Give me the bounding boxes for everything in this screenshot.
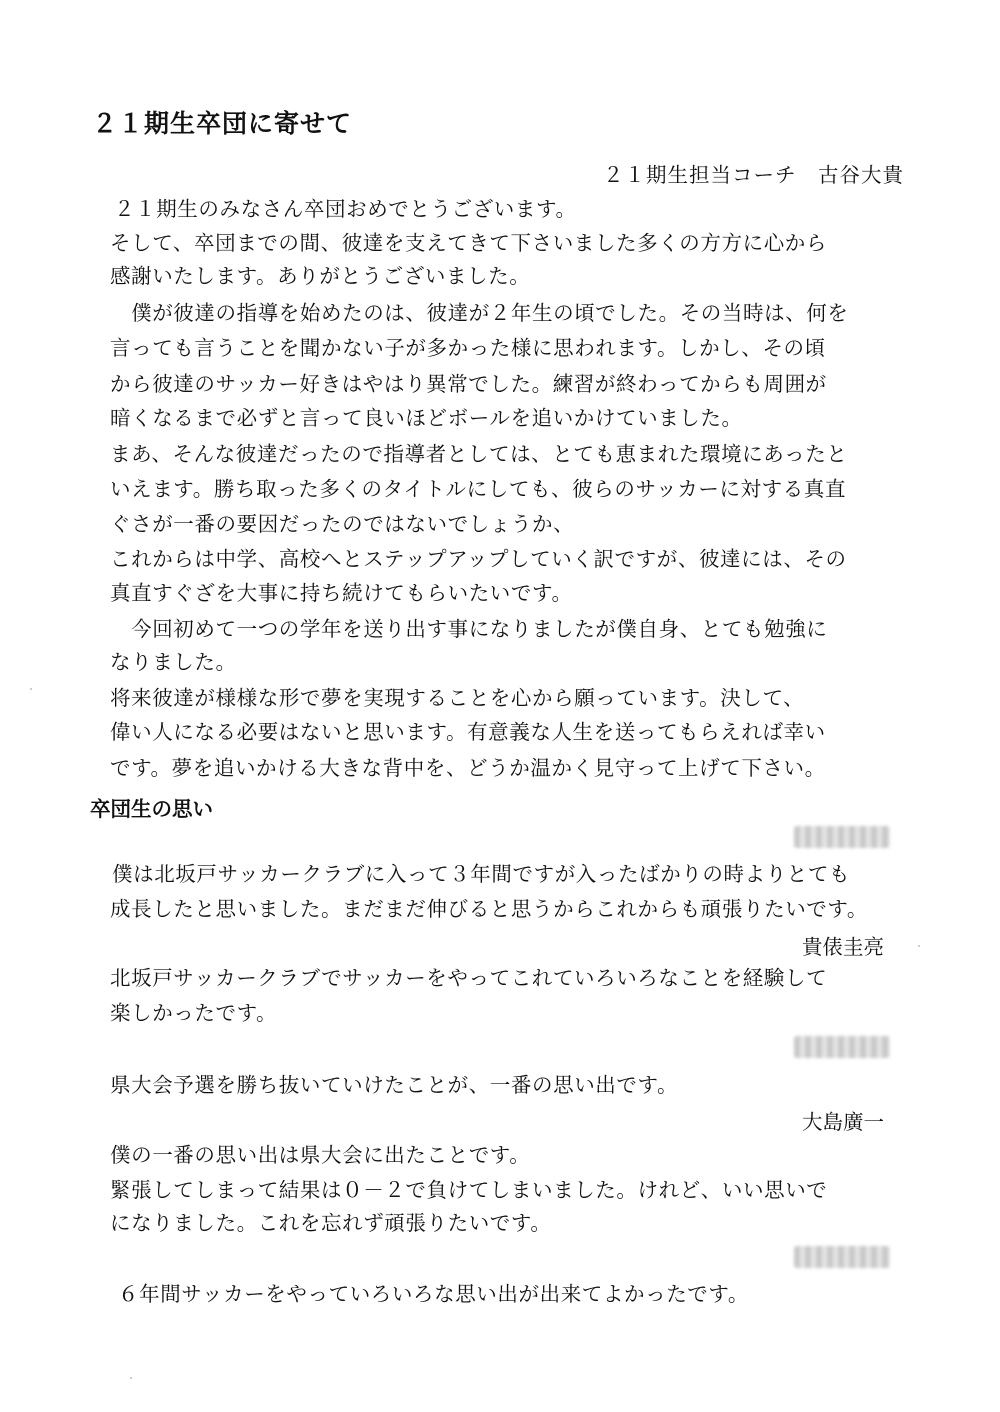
entry-line: 僕は北坂戸サッカークラブに入って３年間ですが入ったばかりの時よりとても [112,862,851,886]
message-line: 将来彼達が様様な形で夢を実現することを心から願っています。決して、 [110,686,805,710]
scan-speck [918,945,920,947]
message-line: まあ、そんな彼達だったので指導者としては、とても恵まれた環境にあったと [110,442,848,466]
message-line: 感謝いたします。ありがとうございました。 [110,264,531,288]
student-name: 大島廣一 [802,1110,884,1134]
scan-speck [30,688,32,690]
message-line: これからは中学、高校へとステップアップしていく訳ですが、彼達には、その [110,547,847,571]
entry-line: 成長したと思いました。まだまだ伸びると思うからこれからも頑張りたいです。 [110,897,868,921]
message-line: 偉い人になる必要はないと思います。有意義な人生を送ってもらえれば幸い [110,720,826,744]
redacted-name [794,1036,890,1058]
redacted-name [794,1246,890,1268]
entry-line: 緊張してしまって結果は０－２で負けてしまいました。けれど、いい思いで [110,1178,828,1202]
message-line: 暗くなるまで必ずと言って良いほどボールを追いかけていました。 [110,406,743,430]
entry-line: ６年間サッカーをやっていろいろな思い出が出来てよかったです。 [118,1282,749,1306]
message-line: ぐさが一番の要因だったのではないでしょうか、 [110,512,575,536]
message-line: なりました。 [110,650,237,674]
entry-line: 県大会予選を勝ち抜いていけたことが、一番の思い出です。 [110,1073,679,1097]
message-line: 僕が彼達の指導を始めたのは、彼達が２年生の頃でした。その当時は、何を [110,301,849,325]
message-line: 言っても言うことを聞かない子が多かった様に思われます。しかし、その頃 [110,336,826,360]
entry-line: になりました。これを忘れず頑張りたいです。 [110,1211,552,1235]
message-line: から彼達のサッカー好きはやはり異常でした。練習が終わってからも周囲が [110,372,827,396]
document-title: ２１期生卒団に寄せて [92,109,353,138]
message-line: いえます。勝ち取った多くのタイトルにしても、彼らのサッカーに対する真直 [110,477,847,501]
message-line: ２１期生のみなさん卒団おめでとうございます。 [114,197,577,221]
author-line: ２１期生担当コーチ 古谷大貴 [603,163,904,187]
message-line: です。夢を追いかける大きな背中を、どうか温かく見守って上げて下さい。 [110,756,826,780]
entry-line: 楽しかったです。 [110,1001,278,1025]
message-line: そして、卒団までの間、彼達を支えてきて下さいました多くの方方に心から [110,231,827,255]
entry-line: 僕の一番の思い出は県大会に出たことです。 [110,1143,531,1167]
redacted-name [794,826,890,848]
message-line: 今回初めて一つの学年を送り出す事になりましたが僕自身、とても勉強に [110,617,828,641]
student-name: 貴俵圭亮 [802,935,884,959]
section-title: 卒団生の思い [90,797,213,821]
scan-speck [130,1377,132,1379]
message-line: 真直すぐざを大事に持ち続けてもらいたいです。 [110,581,573,605]
entry-line: 北坂戸サッカークラブでサッカーをやってこれていろいろなことを経験して [110,966,828,990]
